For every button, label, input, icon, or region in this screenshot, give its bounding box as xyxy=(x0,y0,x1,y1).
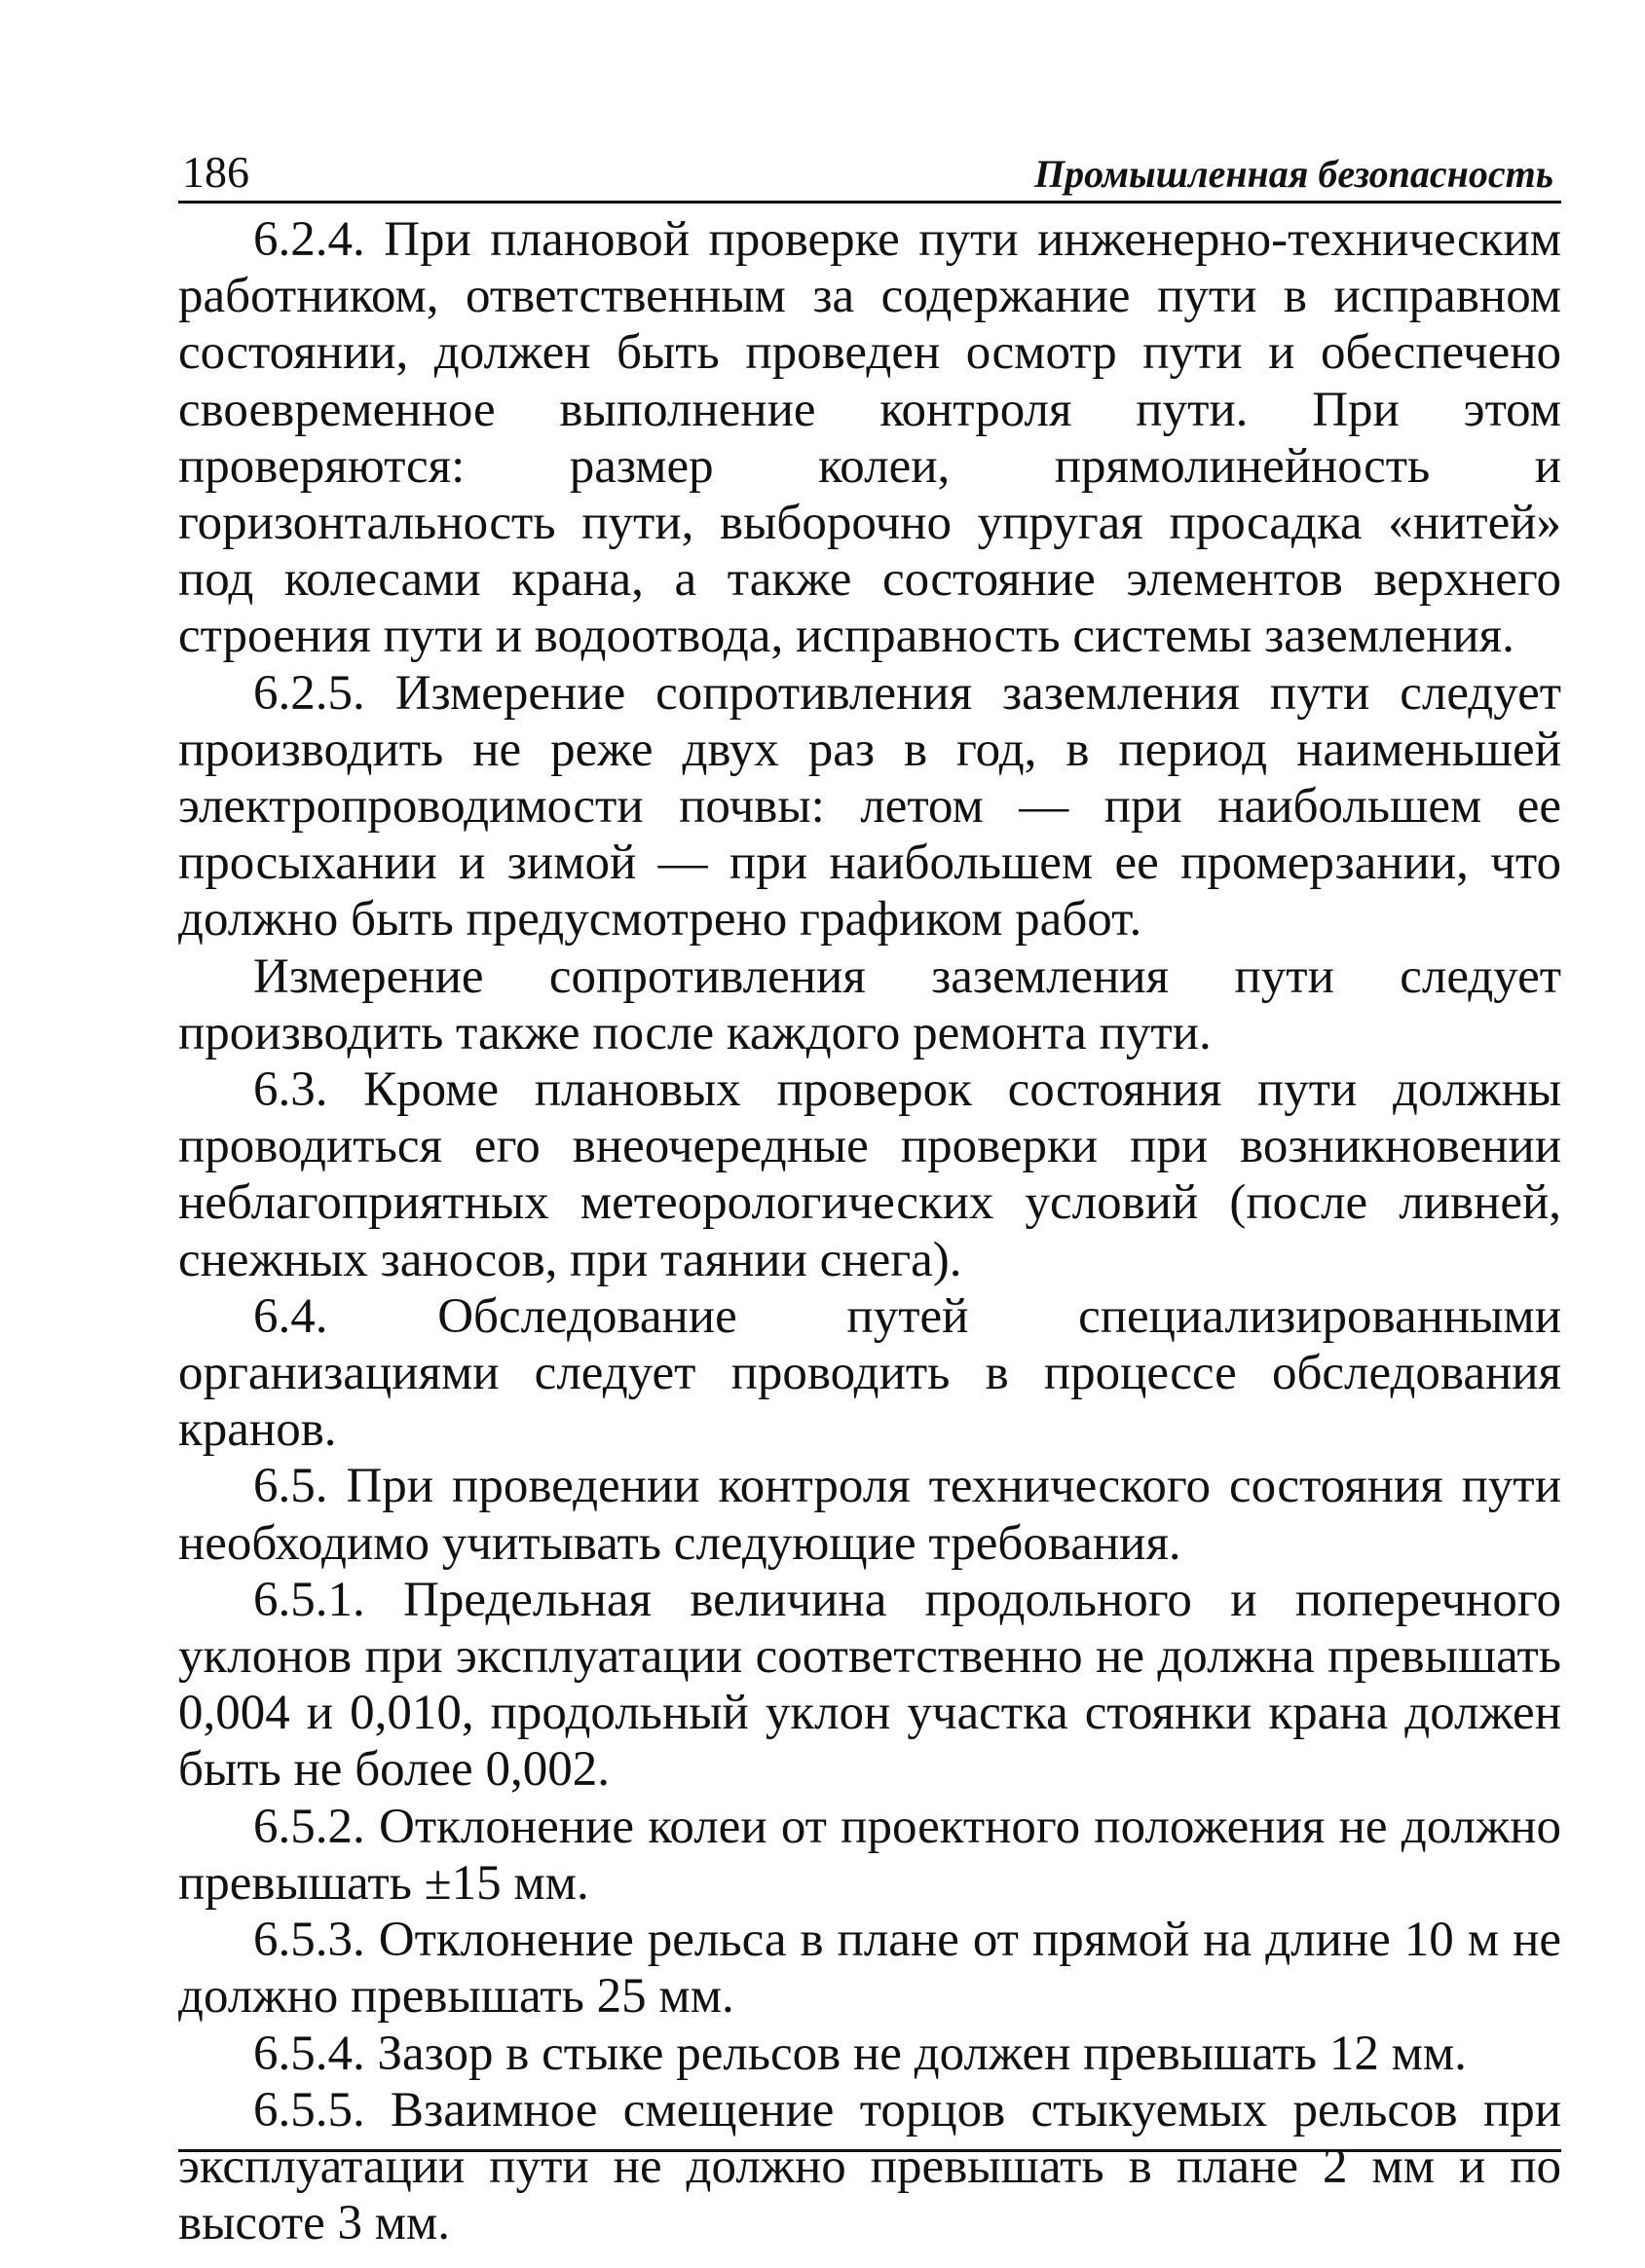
paragraph-6-3: 6.3. Кроме плановых проверок состояния пути должны проводиться его внеочередные проверки при возникновении неблагоприятных метеорологических условий (после ливней, снежных заносов, при таянии снега). xyxy=(178,1062,1561,1287)
running-title: Промышленная безопасность xyxy=(1034,152,1553,196)
body-text xyxy=(178,211,1561,2251)
paragraph-6-2-5: 6.2.5. Измерение сопротивления заземления пути следует производить не реже двух раз в год, в период наименьшей электропроводимости почвы: летом — при наибольшем ее просыхании и зимой — при наибольшем ее промерзании, что должно быть предусмотрено графиком работ. xyxy=(178,665,1561,948)
paragraph-6-4: 6.4. Обследование путей специализированными организациями следует проводить в процессе обследования кранов. xyxy=(178,1288,1561,1458)
paragraph-6-5-5: 6.5.5. Взаимное смещение торцов стыкуемых рельсов при эксплуатации пути не должно превышать в плане 2 мм и по высоте 3 мм. xyxy=(178,2082,1561,2251)
paragraph-6-5-1: 6.5.1. Предельная величина продольного и поперечного уклонов при эксплуатации соответственно не должна превышать 0,004 и 0,010, продольный уклон участка стоянки крана должен быть не более 0,002. xyxy=(178,1572,1561,1798)
footer-rule xyxy=(178,2149,1561,2152)
paragraph-6-2-4: 6.2.4. При плановой проверке пути инженерно-техническим работником, ответственным за содержание пути в исправном состоянии, должен быть проведен осмотр пути и обеспечено своевременное выполнение контроля пути. При этом проверяются: размер колеи, прямолинейность и горизонтальность пути, выборочно упругая просадка «нитей» под колесами крана, а также состояние элементов верхнего строения пути и водоотвода, исправность системы заземления. xyxy=(178,212,1561,664)
page-header xyxy=(178,144,1561,204)
paragraph-6-5-2: 6.5.2. Отклонение колеи от проектного положения не должно превышать ±15 мм. xyxy=(178,1799,1561,1911)
page-number: 186 xyxy=(182,147,249,197)
paragraph-6-2-5-continued: Измерение сопротивления заземления пути следует производить также после каждого ремонта пути. xyxy=(178,948,1561,1060)
paragraph-6-5-4: 6.5.4. Зазор в стыке рельсов не должен превышать 12 мм. xyxy=(253,2026,1467,2081)
paragraph-6-5-3: 6.5.3. Отклонение рельса в плане от прямой на длине 10 м не должно превышать 25 мм. xyxy=(178,1913,1561,2025)
paragraph-6-5: 6.5. При проведении контроля технического состояния пути необходимо учитывать следующие требования. xyxy=(178,1459,1561,1571)
